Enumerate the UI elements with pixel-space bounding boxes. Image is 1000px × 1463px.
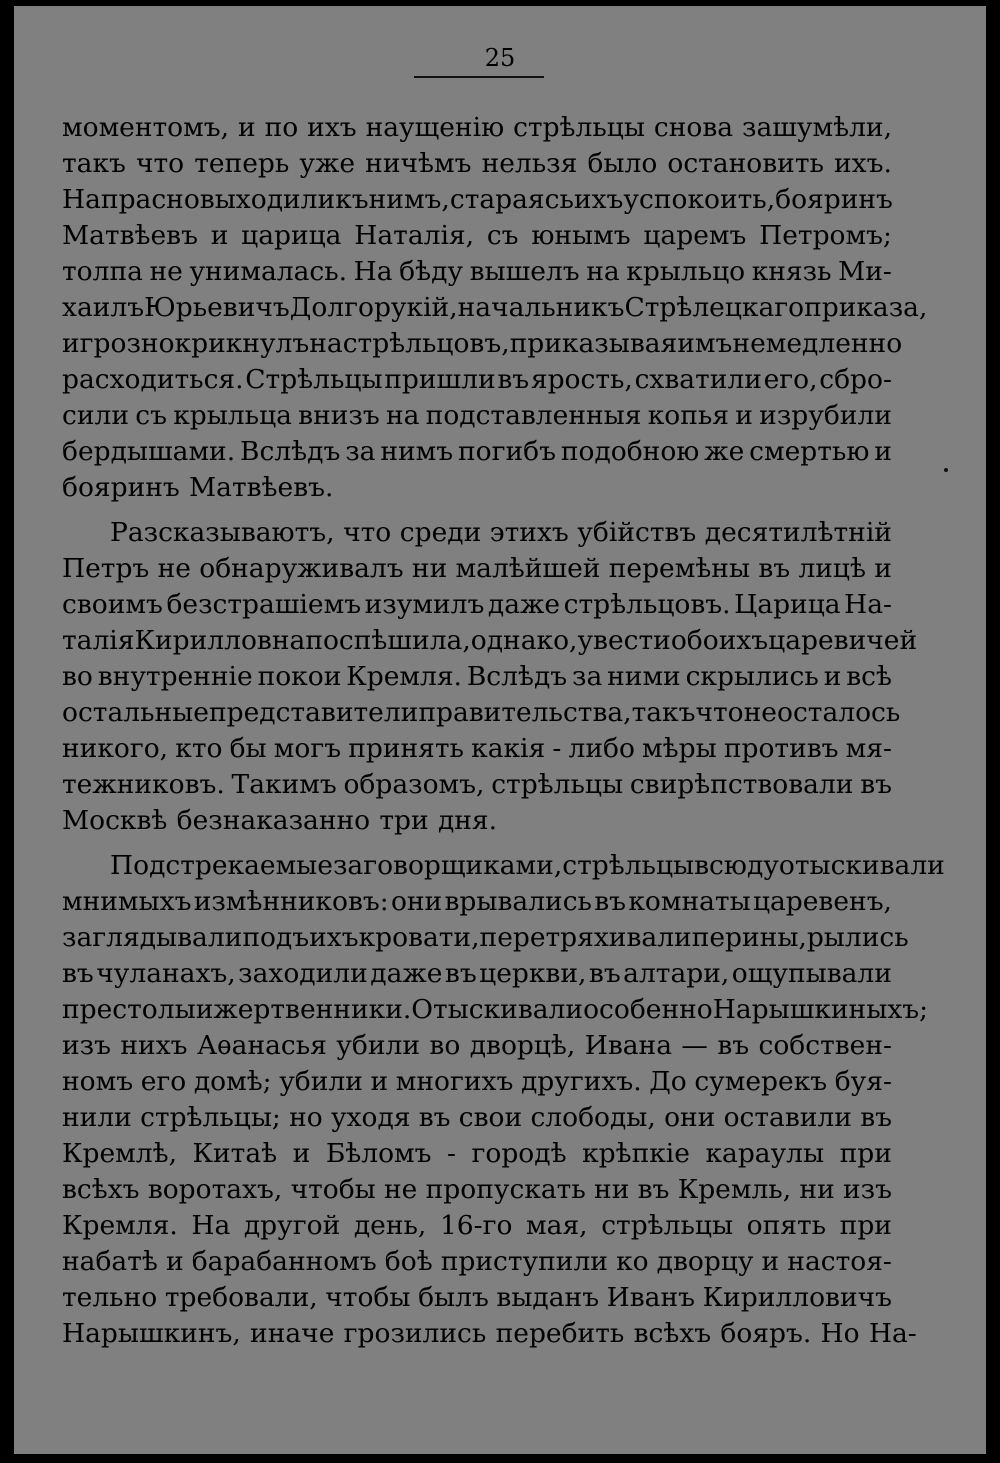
text-line: расходиться. Стрѣльцы пришли въ ярость, схватили его, сбро- [62,364,892,395]
text-line: Подстрекаемые заговорщиками, стрѣльцы всюду отыскивали [110,850,945,881]
text-line: Напрасно выходили къ нимъ, стараясь ихъ успокоить, бояринъ [62,184,893,215]
text-line: Петръ не обнаруживалъ ни малѣйшей перемѣны въ лицѣ и [62,553,892,584]
text-line: никого, кто бы могъ принять какія - либо мѣры противъ мя- [62,733,892,764]
text-line: Кремля. На другой день, 16-го мая, стрѣльцы опять при [62,1210,892,1241]
text-line: толпа не унималась. На бѣду вышелъ на крыльцо князь Ми- [62,256,892,287]
text-line: моментомъ, и по ихъ наущенію стрѣльцы снова зашумѣли, [62,112,892,143]
text-line: номъ его домѣ; убили и многихъ другихъ. До сумерекъ буя- [62,1066,892,1097]
text-line: сили съ крыльца внизъ на подставленныя копья и изрубили [62,400,892,431]
text-line: бояринъ Матвѣевъ. [62,472,334,503]
text-line: талія Кирилловна поспѣшила, однако, увести обоихъ царевичей [62,625,918,656]
paragraph-gap [62,506,892,515]
text-line: Матвѣевъ и царица Наталія, съ юнымъ царемъ Петромъ; [62,220,892,251]
text-line: бердышами. Вслѣдъ за нимъ погибъ подобною же смертью и [62,436,892,467]
text-line: Москвѣ безнаказанно три дня. [62,805,498,836]
paragraph-gap [62,839,892,848]
text-line: такъ что теперь уже ничѣмъ нельзя было остановить ихъ. [62,148,892,179]
text-line: нили стрѣльцы; но уходя въ свои слободы, они оставили въ [62,1102,892,1133]
text-line: во внутренніе покои Кремля. Вслѣдъ за ними скрылись и всѣ [62,661,892,692]
text-line: Нарышкинъ, иначе грозились перебить всѣхъ бояръ. Но На- [62,1318,917,1349]
text-line: своимъ безстрашіемъ изумилъ даже стрѣльцовъ. Царица На- [62,589,892,620]
text-line: остальные представители правительства, такъ что не осталось [62,697,901,728]
paragraph [62,848,945,1352]
text-line: изъ нихъ Аѳанасья убили во дворцѣ, Ивана — въ собствен- [62,1030,892,1061]
text-line: набатѣ и барабанномъ боѣ приступили ко дворцу и настоя- [62,1246,892,1277]
print-speck [944,468,948,472]
paragraph [62,515,918,839]
text-line: тежниковъ. Такимъ образомъ, стрѣльцы свирѣпствовали въ [62,769,892,800]
text-line: Разсказываютъ, что среди этихъ убійствъ десятилѣтній [110,517,892,548]
text-line: Кремлѣ, Китаѣ и Бѣломъ - городѣ крѣпкіе караулы при [62,1138,892,1169]
text-line: всѣхъ воротахъ, чтобы не пропускать ни въ Кремль, ни изъ [62,1174,892,1205]
text-line: хаилъ Юрьевичъ Долгорукій, начальникъ Стрѣлецкаго приказа, [62,292,928,323]
text-line: заглядывали подъ ихъ кровати, перетряхивали перины, рылись [62,922,909,953]
body-text [62,110,945,1352]
paragraph [62,110,928,506]
book-page [14,6,986,1454]
header-rule [414,76,544,78]
text-line: тельно требовали, чтобы былъ выданъ Иванъ Кирилловичъ [62,1282,892,1313]
text-line: престолы и жертвенники. Отыскивали особенно Нарышкиныхъ; [62,994,929,1025]
text-line: мнимыхъ измѣнниковъ: они врывались въ комнаты царевенъ, [62,886,892,917]
text-line: въ чуланахъ, заходили даже въ церкви, въ алтари, ощупывали [62,958,892,989]
page-number: 25 [484,44,516,72]
text-line: и грозно крикнулъ на стрѣльцовъ, приказывая имъ немедленно [62,328,903,359]
